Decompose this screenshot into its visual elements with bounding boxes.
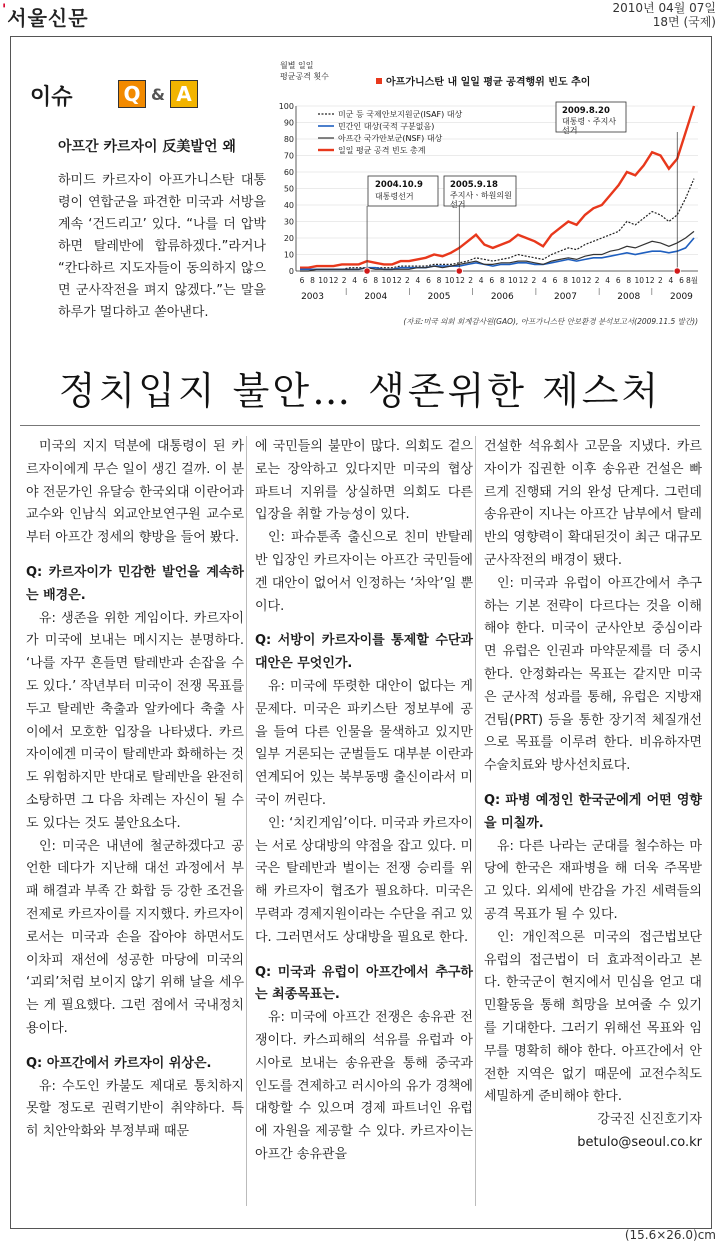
annotation-text: 주지사ㆍ하원의원 [450,191,512,200]
x-tick-label: 4 [605,276,611,285]
article-column-3 [484,436,702,1155]
x-tick-label: 8 [373,276,379,285]
a-letter: A [170,80,198,108]
y-tick-label: 10 [283,250,294,260]
byline: 강국진 신진호기자 [597,1112,702,1128]
x-tick-label: 6 [552,276,558,285]
annotation-marker [364,268,370,274]
annotation-text-2: 선거 [562,126,578,135]
newspaper-logo [2,2,89,31]
question-heading: Q: 아프간에서 카르자이 위상은. [26,1055,212,1071]
year-label: 2008 [617,292,641,302]
x-tick-label: 10 [444,276,455,285]
x-tick-label: 10 [318,276,328,285]
article-paragraph: 유: 수도인 카불도 제대로 통치하지 못할 정도로 권력기반이 취약하다. 특히 치안악화와 부정부패 때문 [26,1078,244,1140]
x-tick-label: 2 [341,276,347,285]
y-tick-label: 100 [278,102,294,111]
year-label: 2003 [301,292,324,302]
year-label: 2004 [364,292,388,302]
x-tick-label: 10 [381,276,392,285]
y-tick-label: 90 [283,118,294,128]
x-tick-label: 8 [436,276,442,285]
annotation-marker [674,268,680,274]
y-tick-label: 50 [283,184,294,194]
article-paragraph: 인: 개인적으론 미국의 접근법보단 유럽의 접근법이 더 효과적이라고 본다. 한국군이 현지에서 민심을 얻고 대민활동을 통해 희망을 보여줄 수 있기를 기대한다. 그러기 위해선 목표와 임무를 명확히 해야 한다. 아프간에서 안전한 지역은 없기 때문에 교전수칙도 세밀하게 준비해야 한다. [484,929,702,1105]
x-tick-label: 6 [489,276,495,285]
logo-mark-icon: ' [2,2,8,18]
chart-svg [278,58,708,328]
question-heading: Q: 카르자이가 민감한 발언을 계속하는 배경은. [26,564,244,603]
issue-page: 18면 (국제) [652,15,716,29]
y-axis-label-line2: 평균공격 횟수 [280,72,329,81]
article-paragraph: 인: 파슈툰족 출신으로 친미 반탈레반 입장인 카르자이는 아프간 국민들에겐 대안이 없어서 인정하는 ‘차악’일 뿐이다. [255,530,473,614]
x-tick-label: 6 [426,276,431,285]
y-axis-label-line1: 월별 일일 [280,61,314,70]
x-tick-label: 8 [563,276,568,285]
article-paragraph: 유: 미국에 아프간 전쟁은 송유관 전쟁이다. 카스피해의 석유를 유럽과 아시아로 보내는 송유관을 통해 중국과 인도를 견제하고 러시아의 유가 경책에 대항할 수 있으며 경제 파트너인 유럽에 자원을 제공할 수 있다. 카르자이는 아프간 송유관을 [255,1010,473,1162]
article-paragraph: 인: 미국은 내년에 철군하겠다고 공언한 데다가 지난해 대선 과정에서 부패 해결과 부족 간 화합 등 강한 조건을 전제로 카르자이를 지지했다. 카르자이로서는 미국과 손을 잡아야 하면서도 이차피 재선에 성공한 마당에 미국의 ‘괴뢰’처럼 보이지 않기 위해 날을 세우는 게 필요했다. 그런 점에서 국내정치용이다. [26,838,244,1036]
qa-badge [118,80,198,108]
x-tick-label: 12 [392,276,402,285]
x-tick-label: 12 [581,276,592,285]
x-tick-label: 10 [571,276,581,285]
size-note: (15.6×26.0)cm [624,1228,716,1242]
legend-entry: 일일 평균 공격 빈도 총계 [338,146,426,155]
annotation-marker [456,268,462,274]
chart-title: 아프가니스탄 내 일일 평균 공격행위 빈도 추이 [386,77,591,88]
annotation-date: 2009.8.20 [562,106,610,116]
year-label: 2005 [427,292,451,302]
x-tick-label: 4 [352,276,358,285]
x-tick-label: 8월 [685,276,699,285]
year-label: 2009 [670,292,693,302]
headline: 정치입지 불안… 생존위한 제스처 [58,369,662,413]
issue-date: 2010년 04월 07일 [612,1,716,15]
issue-label: 이슈 [30,85,73,110]
legend-entry: 미군 등 국제안보지원군(ISAF) 대상 [338,110,463,119]
legend-entry: 아프간 국가안보군(NSF) 대상 [338,134,443,143]
y-tick-label: 20 [283,234,294,243]
article-column-2 [255,436,473,1167]
x-tick-label: 12 [518,276,529,285]
issue-subtitle: 아프간 카르자이 反美발언 왜 [58,139,236,155]
x-tick-label: 10 [634,276,645,285]
column-divider [246,436,247,1206]
x-tick-label: 2 [405,276,410,285]
issue-meta [613,1,716,29]
headline-rule [20,425,700,426]
article-paragraph: 건설한 석유회사 고문을 지냈다. 카르자이가 집권한 이후 송유관 건설은 빠르게 진행돼 거의 완성 단계다. 그런데 송유관이 지나는 아프간 남부에서 탈레반의 영향력이 확대된것이 최근 대규모 군사작전의 배경이 됐다. [484,439,702,568]
x-tick-label: 4 [478,276,484,285]
title-marker [376,78,382,84]
x-tick-label: 2 [594,276,600,285]
x-tick-label: 10 [508,276,518,285]
column-divider [475,436,476,1206]
x-tick-label: 2 [657,276,663,285]
x-tick-label: 12 [328,276,339,285]
question-heading: Q: 미국과 유럽이 아프간에서 추구하는 최종목표는. [255,964,473,1003]
x-tick-label: 6 [362,276,368,285]
year-label: 2006 [490,292,514,302]
article-paragraph: 유: 다른 나라는 군대를 철수하는 마당에 한국은 재파병을 해 더욱 주목받고 있다. 외세에 반감을 가진 세력들의 공격 목표가 될 수 있다. [484,838,702,922]
x-tick-label: 2 [468,276,474,285]
annotation-text: 대통령ㆍ주지사 [562,117,617,126]
x-tick-label: 4 [668,276,674,285]
annotation-text-2: 선거 [450,200,466,209]
y-tick-label: 0 [288,267,294,276]
question-heading: Q: 파병 예정인 한국군에게 어떤 영향을 미칠까. [484,792,702,831]
article-column-1 [26,436,244,1144]
article-paragraph: 유: 미국에 뚜렷한 대안이 없다는 게 문제다. 미국은 파키스탄 정보부에 공을 들여 다른 인물을 물색하고 있지만 일부 거론되는 군벌들도 대부분 이란과 연계되어 있는 북부동맹 출신이라서 미국이 꺼린다. [255,678,473,808]
issue-lead: 하미드 카르자이 아프가니스탄 대통령이 연합군을 파견한 미국과 서방을 계속 ‘건드리고’ 있다. “나를 더 압박하면 탈레반에 합류하겠다.”라거나 “칸다하르 지도자들이 동의하지 않으면 군사작전을 펴지 않겠다.”는 말을 하루가 멀다하고 쏟아낸다. [58,173,266,320]
x-tick-label: 8 [499,276,505,285]
chart-source: (자료:미국 의회 회계감사원(GAO), 아프가니스탄 안보환경 분석보고서(2009.11.5 발간)) [403,317,698,326]
x-tick-label: 12 [645,276,655,285]
y-tick-label: 30 [283,217,294,227]
x-tick-label: 4 [415,276,421,285]
article-paragraph: 미국의 지지 덕분에 대통령이 된 카르자이에게 무슨 일이 생긴 걸까. 이 분야 전문가인 유달승 한국외대 이란어과 교수와 인남식 외교안보연구원 교수로부터 아프간 정세의 향방을 들어 봤다. [26,439,244,546]
y-tick-label: 40 [283,201,294,210]
x-tick-label: 6 [615,276,621,285]
article-paragraph: 인: ‘치킨게임’이다. 미국과 카르자이는 서로 상대방의 약점을 잡고 있다. 미국은 탈레반과 벌이는 전쟁 승리를 위해 카르자이 협조가 필요하다. 미국은 무력과 경제지원이라는 수단을 쥐고 있다. 그러면서도 상대방을 필요로 한다. [255,815,473,945]
attack-frequency-chart [278,58,708,328]
article-paragraph: 에 국민들의 불만이 많다. 의회도 겉으로는 장악하고 있다지만 미국의 협상 파트너 지위를 상실하면 의회도 다른 입장을 취할 가능성이 있다. [255,439,473,523]
x-tick-label: 12 [455,276,465,285]
q-letter: Q [118,80,146,108]
annotation-date: 2005.9.18 [450,180,498,190]
x-tick-label: 4 [542,276,547,285]
x-tick-label: 6 [679,276,684,285]
masthead [0,0,720,34]
x-tick-label: 8 [626,276,632,285]
annotation-text: 대통령선거 [375,192,414,201]
x-tick-label: 2 [531,276,537,285]
y-tick-label: 70 [283,151,294,161]
x-tick-label: 8 [310,276,315,285]
amp-letter: & [151,84,165,104]
y-tick-label: 80 [283,135,294,144]
logo-text: 서울신문 [7,6,89,30]
year-label: 2007 [554,292,577,302]
legend-entry: 민간인 대상(국적 구분없음) [338,122,435,131]
article-paragraph: 인: 미국과 유럽이 아프간에서 추구하는 기본 전략이 다르다는 것을 이해해야 한다. 미국이 군사안보 중심이라면 유럽은 인권과 마약문제를 더 중시한다. 안정화라는 목표는 같지만 미국은 군사적 성과를 통해, 유럽은 지방재건팀(PRT) 등을 통한 장기적 체질개선으로 목표를 이루려 한다. 비유하자면 수술치료와 방사선치료다. [484,575,702,774]
annotation-date: 2004.10.9 [375,180,423,190]
email[interactable]: betulo@seoul.co.kr [577,1134,702,1150]
article-paragraph: 유: 생존을 위한 게임이다. 카르자이가 미국에 보내는 메시지는 분명하다. ‘나를 자꾸 흔들면 탈레반과 손잡을 수도 있다.’ 작년부터 미국이 전쟁 목표를 두고 탈레반 축출과 알카에다 축출 사이에서 모호한 입장을 나타냈다. 카르자이에겐 미국이 탈레반과 화해하는 것도 위험하지만 반대로 탈레반을 완전히 소탕하면 그 다음 차례는 자신이 될 수도 있다는 것도 불안요소다. [26,610,244,831]
x-tick-label: 6 [299,276,305,285]
question-heading: Q: 서방이 카르자이를 통제할 수단과 대안은 무엇인가. [255,633,473,672]
y-tick-label: 60 [283,168,294,177]
